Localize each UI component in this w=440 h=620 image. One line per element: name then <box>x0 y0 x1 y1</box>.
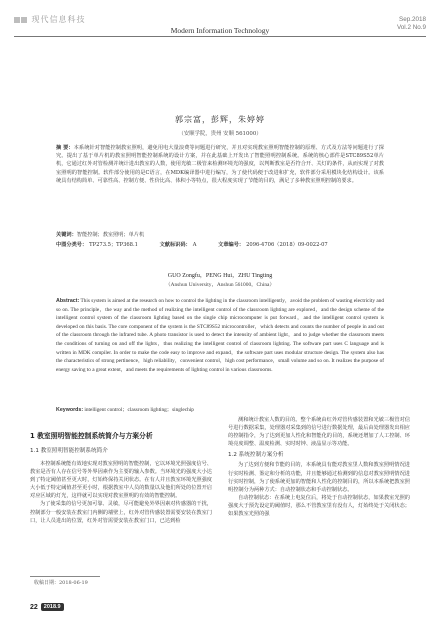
page-number: 22 <box>30 603 38 611</box>
cn-keywords-text: 智能控制；教室照明；单片机 <box>76 232 145 238</box>
section-1-heading: 1 教室照明智能控制系统简介与方案分析 <box>30 432 153 440</box>
issue-date: Sep.2018 <box>399 16 426 23</box>
doc-code-value: A <box>192 242 197 248</box>
doc-code-label: 文献标识码： <box>159 242 191 248</box>
cn-affiliation: （安顺学院，贵州 安顺 561000） <box>178 131 262 137</box>
received-date: 收稿日期：2018-06-19 <box>34 580 88 586</box>
body-paragraph: 自动控制状态：在系统上电复位后，将处于自动控制状态，如果教室光照的强度大于预先设定的阈值时，那么不管教室里有没有人，灯始终处于关闭状态；如果教室光照的强 <box>228 494 410 518</box>
body-paragraph: 测和统计教室人数的目的。整个系统由红外对管传感装置和光敏三极管对信号进行数据采集，处理器对采集到的信号进行数据处理，最后由处理器发出相应的控制指令，为了达到更加人性化和智能化的目的，系统还增加了人工控制、环境亮度调整、温度检测、实时时钟、液晶显示等功能。 <box>228 417 410 448</box>
header-rule <box>14 36 426 37</box>
body-paragraph: 为了达到方便和节能的目的，本系统具有能对教室里人数和教室照明情况进行实时检测、鉴定和分析的功能，并且能够通过检测到的信息对教室照明情况进行实时控制，为了使系统更加的智能和人性化的控制目的，所以本系统把教室照明控制分为两种方式：自动控制状态和手动控制状态。 <box>228 462 410 493</box>
article-no-value: 2096-4706（2018）09-0022-07 <box>246 242 328 248</box>
journal-title: Modern Information Technology <box>170 26 270 35</box>
en-authors: GUO Zongfu，PENG Hui，ZHU Tingting <box>167 273 273 279</box>
clc-value: TP273.5；TP368.1 <box>89 242 138 248</box>
en-abstract-text: This system is aimed at the research on how to control the lighting in the classroom intelligently，avoid the problem of wasting electricity and so on. The principle，the way and the method of realizing the intelligent control of the classroom lighting are explored，and the design scheme of the intelligent control system of the classroom lighting based on the single chip microcomputer is put forward，and the intelligent control system is developed on this basis. The core component of the system is the STC89S52 microcontroller，which detects and counts the number of people in and out of the classroom through the infrared tube. A photo transistor is used to detect the intensity of ambient light，and to judge whether the classroom meets the conditions of turning on and off the lights，thus realizing the intelligent control of classroom lighting. The software part uses C language and is written in MDK compiler. In order to make the code easy to improve and expand，the software part uses modular structure design. The system also has the characteristics of strong pertinence，high reliability，convenient control，high cost performance，small volume and so on. It realizes the purpose of energy saving to a great extent，and meets the requirements of lighting control in various classrooms. <box>56 298 384 373</box>
left-column <box>30 460 212 525</box>
cn-abstract-text: 本系统针对智能控制教室照明，避免用电大量浪费等问题进行研究，并且对实现教室照明智能控制的原理、方式及方法等问题进行了探究。提出了基于单片机的教室照明智能控制系统的设计方案，并在此基础上开发出了智能照明控制系统。系统的核心部件是STC89S52单片机，它通过红外对管检测并统计进出教室的人数，使用光敏二极管来检测环境光的强度，以判断教室是否符合开、关灯的条件，从而实现了对教室照明的智能控制。软件部分使用的是C语言，在MDK编译器中进行编写，为了使代码便于改进和扩充，软件部分采用模块化结构设计。该系统具有结构简单、可靠性高、控制方便、性价比高、体积小等特点，很大程度实现了节能的目的，满足了多种教室照明控制的要求。 <box>56 145 384 184</box>
en-abstract <box>56 297 384 374</box>
section-1-1-heading: 1.1 教室照明智能控制系统简介 <box>30 448 108 454</box>
cn-keywords-label: 关键词： <box>56 232 77 238</box>
en-keywords-text: intelligent control；classroom lighting；singlechip <box>84 407 194 413</box>
en-affiliation: （Anshun University，Anshun 561000，China） <box>165 282 275 288</box>
cn-classification <box>56 241 396 248</box>
body-paragraph: 本控制系统能有效地实现对教室照明的智能控制，它以环境光照强度信号、教室是否有人存在信号等外界因素作为主要的输入参数。当环境光的强度大小达到了特定阈值甚至更大时，灯始终保持关闭状态。在有人并且教室环境光照强度大小低于特定阈值甚至更小时，根据教室中人员的数量以及他们所处的位置开启对应区域的灯光，这样就可以实现对教室照明的有效的智能控制。 <box>30 461 212 500</box>
issue-badge: 2018.9 <box>41 603 64 611</box>
cn-abstract-label: 摘 要： <box>56 145 74 151</box>
footnote-rule <box>30 576 100 577</box>
en-keywords-label: Keywords: <box>56 407 84 413</box>
right-column <box>228 416 410 518</box>
cn-abstract <box>56 144 384 185</box>
issue-volume: Vol.2 No.9 <box>396 24 426 31</box>
en-keywords <box>56 405 384 413</box>
article-no-label: 文章编号： <box>218 242 245 248</box>
journal-logo-text: 现代信息科技 <box>31 15 86 24</box>
section-1-2-heading: 1.2 系统控制方案分析 <box>228 452 284 459</box>
body-paragraph: 为了使采集的信号更加可靠、灵敏，尽可能避免外界因素对传感器的干扰，控制部分一般安装在教室门内侧的墙壁上，红外对管传感装置需要安装在教室门口，让人员进出的位置，红外对管需要安装在教室门口，已达到检 <box>30 501 212 524</box>
cn-keywords <box>56 231 384 238</box>
clc-label: 中图分类号： <box>56 242 88 248</box>
en-abstract-label: Abstract: <box>56 298 80 304</box>
journal-logo <box>14 14 86 25</box>
cn-authors: 郭宗富，彭辉，朱婷婷 <box>175 115 265 124</box>
issue-info <box>397 16 426 32</box>
page-footer <box>30 603 64 611</box>
